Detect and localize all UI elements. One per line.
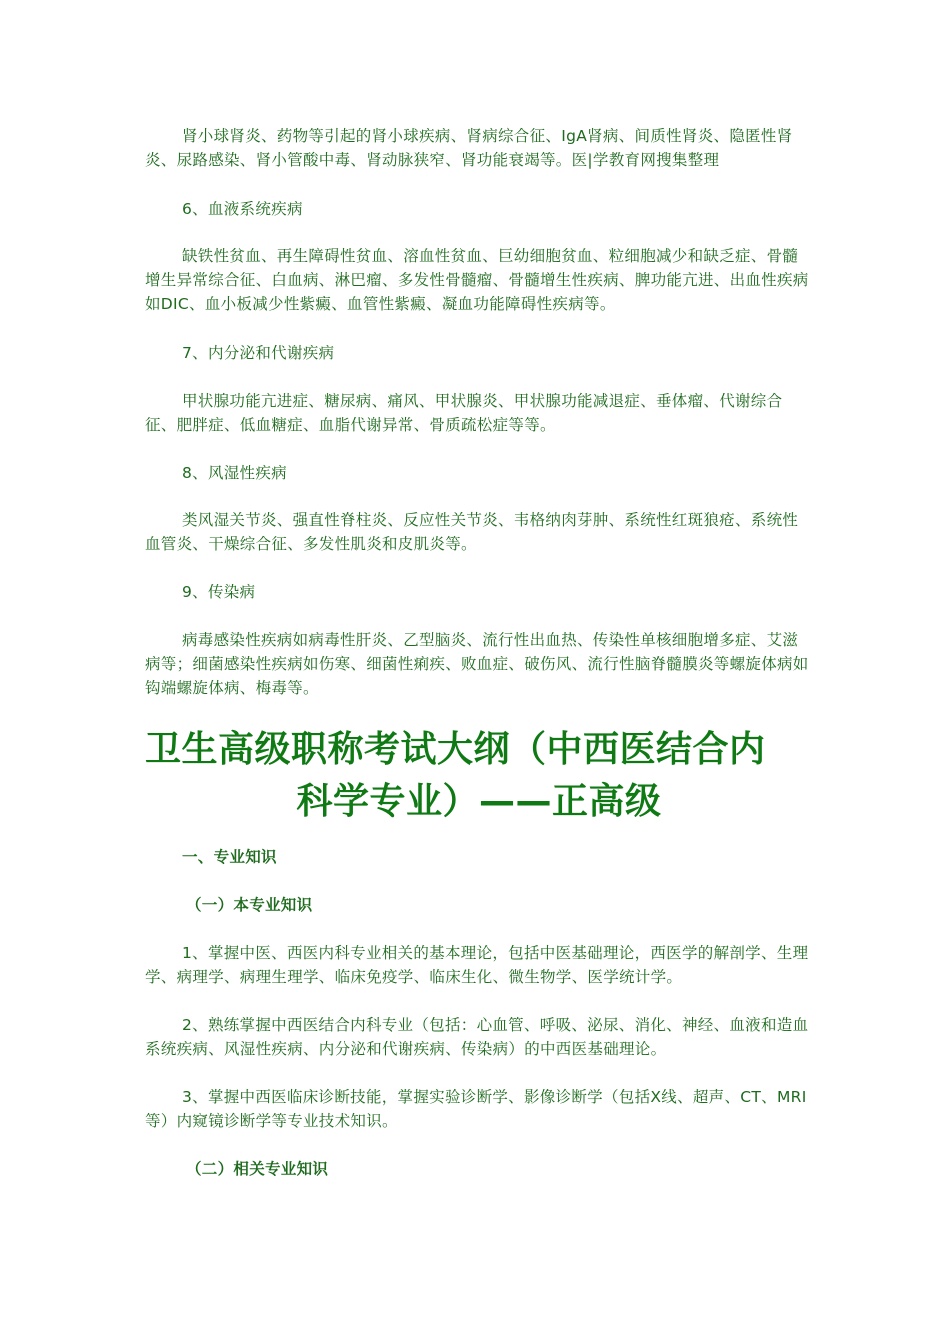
document-title-line1: 卫生高级职称考试大纲（中西医结合内 (145, 729, 766, 770)
knowledge-item-3: 3、掌握中西医临床诊断技能，掌握实验诊断学、影像诊断学（包括X线、超声、CT、MRI等）内窥镜诊断学等专业技术知识。 (145, 1088, 807, 1130)
rheumatic-disease-paragraph: 类风湿关节炎、强直性脊柱炎、反应性关节炎、韦格纳肉芽肿、系统性红斑狼疮、系统性血管炎、干燥综合征、多发性肌炎和皮肌炎等。 (145, 511, 799, 553)
section-7-heading: 7、内分泌和代谢疾病 (182, 344, 335, 362)
subsection-2-heading: （二）相关专业知识 (186, 1160, 329, 1178)
endocrine-disease-paragraph: 甲状腺功能亢进症、糖尿病、痛风、甲状腺炎、甲状腺功能减退症、垂体瘤、代谢综合征、肥胖症、低血糖症、血脂代谢异常、骨质疏松症等等。 (145, 392, 783, 434)
document-title-line2: 科学专业）——正高级 (296, 781, 662, 822)
infectious-disease-paragraph: 病毒感染性疾病如病毒性肝炎、乙型脑炎、流行性出血热、传染性单核细胞增多症、艾滋病等；细菌感染性疾病如伤寒、细菌性痢疾、败血症、破伤风、流行性脑脊髓膜炎等螺旋体病如钩端螺旋体病、梅毒等。 (145, 631, 809, 697)
knowledge-item-2: 2、熟练掌握中西医结合内科专业（包括：心血管、呼吸、泌尿、消化、神经、血液和造血系统疾病、风湿性疾病、内分泌和代谢疾病、传染病）的中西医基础理论。 (145, 1016, 809, 1058)
subsection-1-heading: （一）本专业知识 (186, 896, 313, 914)
blood-disease-paragraph: 缺铁性贫血、再生障碍性贫血、溶血性贫血、巨幼细胞贫血、粒细胞减少和缺乏症、骨髓增生异常综合征、白血病、淋巴瘤、多发性骨髓瘤、骨髓增生性疾病、脾功能亢进、出血性疾病如DIC、血小板减少性紫癜、血管性紫癜、凝血功能障碍性疾病等。 (145, 247, 809, 313)
kidney-disease-paragraph: 肾小球肾炎、药物等引起的肾小球疾病、肾病综合征、IgA肾病、间质性肾炎、隐匿性肾炎、尿路感染、肾小管酸中毒、肾动脉狭窄、肾功能衰竭等。医|学教育网搜集整理 (145, 127, 793, 169)
part-1-heading: 一、专业知识 (182, 848, 277, 866)
document-title (145, 724, 813, 828)
section-6-heading: 6、血液系统疾病 (182, 200, 303, 218)
section-9-heading: 9、传染病 (182, 583, 256, 601)
knowledge-item-1: 1、掌握中医、西医内科专业相关的基本理论，包括中医基础理论，西医学的解剖学、生理学、病理学、病理生理学、临床免疫学、临床生化、微生物学、医学统计学。 (145, 944, 809, 986)
section-8-heading: 8、风湿性疾病 (182, 464, 287, 482)
